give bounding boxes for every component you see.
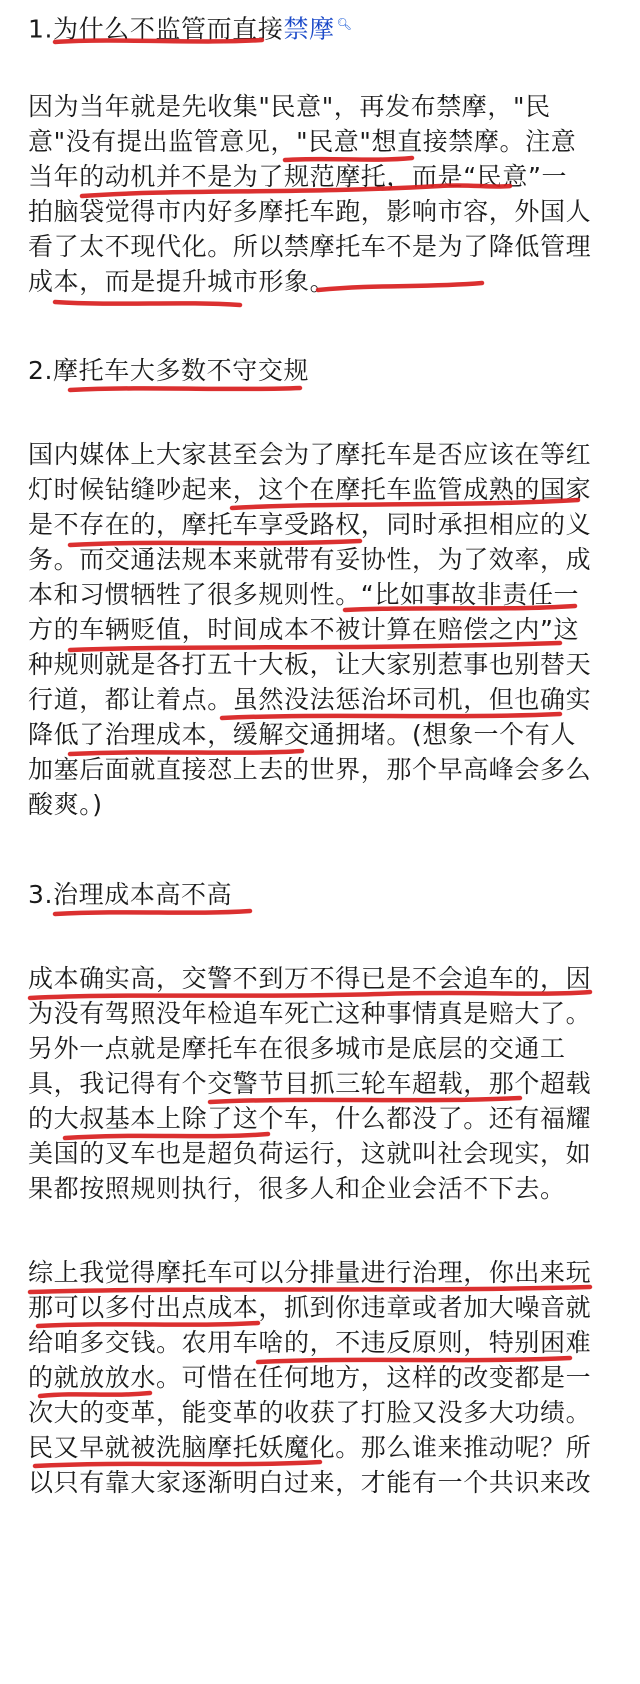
paragraph-line: 另外一点就是摩托车在很多城市是底层的交通工 xyxy=(28,1034,566,1063)
underline-stroke xyxy=(55,302,240,305)
paragraph-line: 次大的变革，能变革的收获了打脸又没多大功绩。 xyxy=(28,1398,592,1427)
paragraph-line: 是不存在的，摩托车享受路权，同时承担相应的义 xyxy=(28,510,592,539)
search-link-jinmo[interactable]: 禁摩 xyxy=(283,14,335,44)
paragraph-line: 方的车辆贬值，时间成本不被计算在赔偿之内”这 xyxy=(28,615,580,644)
paragraph-line: 民又早就被洗脑摩托妖魔化。那么谁来推动呢？所 xyxy=(28,1433,592,1462)
paragraph-line: 以只有靠大家逐渐明白过来，才能有一个共识来改 xyxy=(28,1468,592,1497)
paragraph-line: 因为当年就是先收集"民意"，再发布禁摩，"民 xyxy=(28,92,551,121)
underline-stroke xyxy=(258,1358,570,1362)
paragraph-line: 本和习惯牺牲了很多规则性。“比如事故非责任一 xyxy=(28,580,580,609)
search-icon[interactable]: 🔍︎ xyxy=(336,17,353,31)
underline-stroke xyxy=(70,388,300,390)
underline-stroke xyxy=(285,158,412,160)
underline-stroke xyxy=(38,1323,258,1326)
paragraph-line: 行道，都让着点。虽然没法惩治坏司机，但也确实 xyxy=(28,685,592,714)
paragraph-line: 果都按照规则执行，很多人和企业会活不下去。 xyxy=(28,1174,566,1203)
paragraph-line: 的就放放水。可惜在任何地方，这样的改变都是一 xyxy=(28,1363,592,1392)
underline-stroke xyxy=(55,911,250,914)
paragraph-line: 成本确实高，交警不到万不得已是不会追车的，因 xyxy=(28,964,592,993)
paragraph-line: 降低了治理成本，缓解交通拥堵。(想象一个有人 xyxy=(28,720,576,749)
paragraph-line: 综上我觉得摩托车可以分排量进行治理，你出来玩 xyxy=(28,1258,592,1287)
paragraph-line: 美国的叉车也是超负荷运行，这就叫社会现实，如 xyxy=(28,1139,592,1168)
section-1-heading xyxy=(28,9,353,44)
paragraph-line: 当年的动机并不是为了规范摩托，而是“民意”一 xyxy=(28,162,568,191)
paragraph-line: 看了太不现代化。所以禁摩托车不是为了降低管理 xyxy=(28,232,592,261)
paragraph-line: 加塞后面就直接怼上去的世界，那个早高峰会多么 xyxy=(28,755,592,784)
paragraph-line: 的大叔基本上除了这个车，什么都没了。还有福耀 xyxy=(28,1104,592,1133)
section-3-heading: 3.治理成本高不高 xyxy=(28,880,233,909)
paragraph-line: 成本，而是提升城市形象。 xyxy=(28,267,336,296)
paragraph-line: 种规则就是各打五十大板，让大家别惹事也别替天 xyxy=(28,650,592,679)
paragraph-line: 意"没有提出监管意见，"民意"想直接禁摩。注意 xyxy=(28,127,577,156)
paragraph-line: 国内媒体上大家甚至会为了摩托车是否应该在等红 xyxy=(28,440,592,469)
underline-stroke xyxy=(70,751,302,754)
paragraph-line: 那可以多付出点成本，抓到你违章或者加大噪音就 xyxy=(28,1293,592,1322)
underline-stroke xyxy=(40,1393,150,1396)
section-2-heading: 2.摩托车大多数不守交规 xyxy=(28,356,310,385)
section-1-heading-text: 1.为什么不监管而直接 xyxy=(28,14,284,44)
paragraph-line: 酸爽。) xyxy=(28,790,103,819)
paragraph-line: 为没有驾照没年检追车死亡这种事情真是赔大了。 xyxy=(28,999,592,1028)
paragraph-line: 灯时候钻缝吵起来，这个在摩托车监管成熟的国家 xyxy=(28,475,592,504)
paragraph-line: 具，我记得有个交警节目抓三轮车超载，那个超载 xyxy=(28,1069,592,1098)
paragraph-line: 给咱多交钱。农用车啥的，不违反原则，特别困难 xyxy=(28,1328,592,1357)
paragraph-line: 拍脑袋觉得市内好多摩托车跑，影响市容，外国人 xyxy=(28,197,592,226)
paragraph-line: 务。而交通法规本来就带有妥协性，为了效率，成 xyxy=(28,545,592,574)
underline-stroke xyxy=(65,1134,268,1138)
